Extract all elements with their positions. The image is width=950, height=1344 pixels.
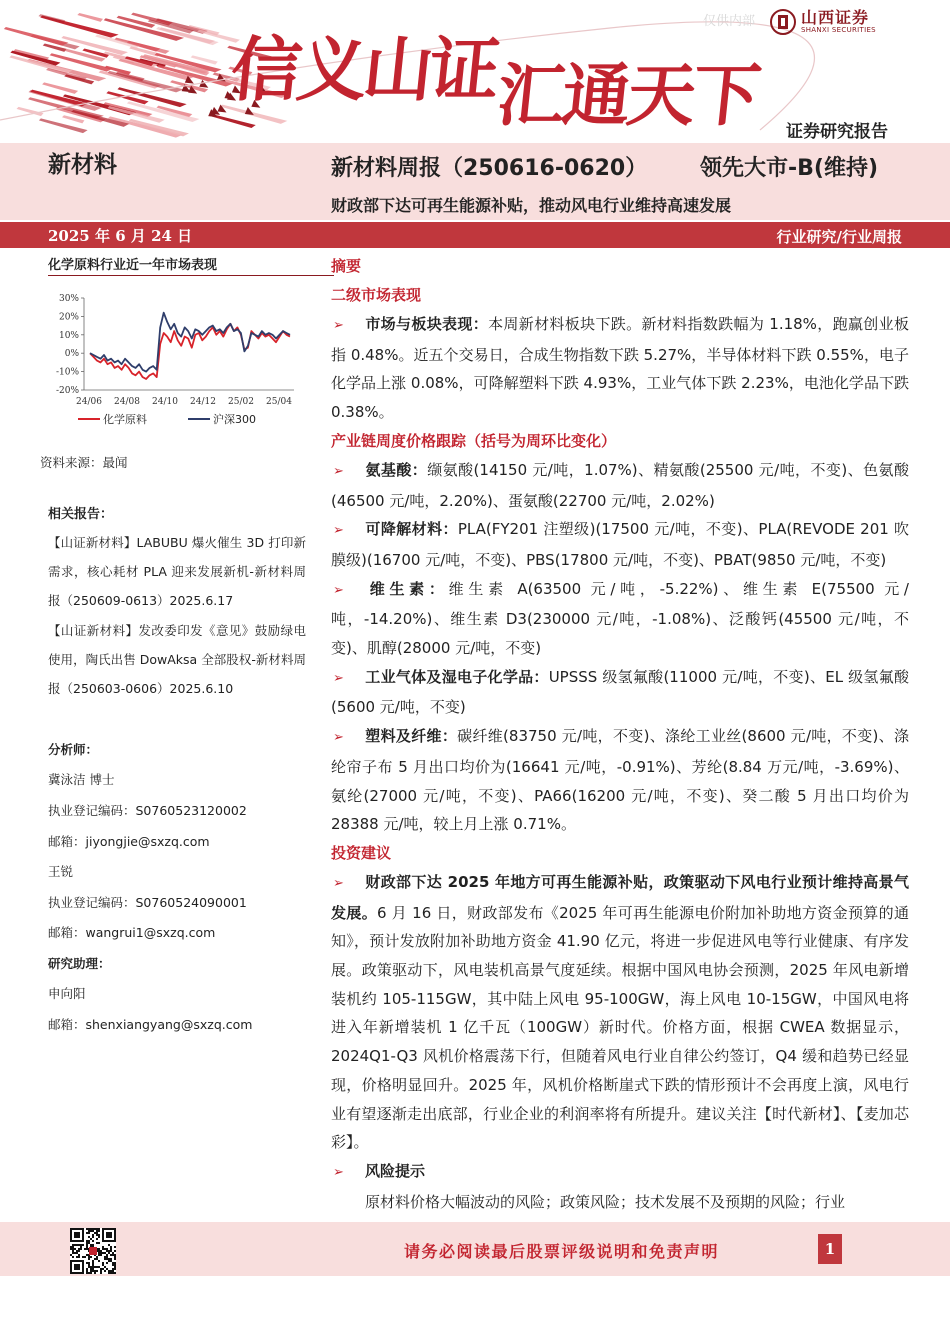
price-item-plastic [331, 722, 909, 839]
logo-en: SHANXI SECURITIES [801, 26, 876, 34]
price-item-lead: 维生素： [365, 579, 449, 598]
banner [0, 0, 950, 143]
slogan-2: 汇通天下 [493, 56, 762, 136]
price-item-gas [331, 663, 909, 722]
banner-streak [4, 27, 68, 46]
invest-paragraph [331, 868, 909, 1157]
related-report-1[interactable]: 【山证新材料】LABUBU 爆火催生 3D 打印新需求，核心耗材 PLA 迎来发展新机-新材料周报（250609-0613）2025.6.17 [48, 535, 306, 608]
banner-streak [42, 82, 78, 93]
price-heading: 产业链周度价格跟踪（括号为周环比变化） [331, 431, 617, 450]
y-tick-label: -20% [55, 386, 79, 396]
market-heading: 二级市场表现 [331, 286, 422, 304]
price-item-lead: 塑料及纤维： [365, 727, 458, 746]
invest-body: 6 月 16 日，财政部发布《2025 年可再生能源电价附加补助地方资金预算的通知》，预计发放附加补助地方资金 41.90 亿元，将进一步促进风电等行业健康、有序发展。政策驱动下，风电装机高景气度延续。根据中国风电协会预测，2025 年风电新增装机约 105-115GW，其中陆上风电 95-100GW，海上风电 10-15GW，中国风电将进入年新增装机 1 亿千瓦（100GW）新时代。价格方面，根据 CWEA 数据显示，2024Q1-Q3 风机价格震荡下行，但随着风电行业自律公约签订，Q4 缓和趋势已经显现，价格明显回升。2025 年，风机价格断崖式下跌的情形预计不会再度上演，风电行业有望逐渐走出底部，行业企业的利润率将有所提升。建议关注【时代新材】、【麦加芯彩】。 [331, 903, 909, 1152]
report-type: 证券研究报告 [786, 122, 888, 142]
page-number: 1 [818, 1234, 842, 1264]
banner-streak [104, 18, 184, 41]
chart-source: 资料来源：最闻 [40, 455, 128, 470]
analyst-2-reg: 执业登记编码：S0760524090001 [48, 895, 247, 910]
main-content [331, 252, 909, 1216]
y-tick-label: 30% [58, 294, 79, 304]
x-tick-label: 25/02 [228, 397, 254, 407]
market-performance-chart [48, 284, 328, 436]
y-tick-label: 0% [64, 349, 79, 360]
market-lead: 市场与板块表现： [365, 315, 489, 333]
sector-name: 新材料 [48, 152, 117, 178]
assistant-name: 申向阳 [48, 986, 86, 1001]
watermark: 仅供内部 [703, 14, 756, 29]
report-subtitle: 财政部下达可再生能源补贴，推动风电行业维持高速发展 [331, 196, 732, 215]
logo-mark-icon [770, 9, 796, 35]
arrow-bullet-icon: ➢ [333, 582, 344, 598]
disclaimer-link[interactable]: 请务必阅读最后股票评级说明和免责声明 [404, 1242, 720, 1261]
price-item-body: 碳纤维(83750 元/吨，不变)、涤纶工业丝(8600 元/吨，不变)、涤纶帘子布 5 月出口均价为(16641 元/吨，-0.91%)、芳纶(8.84 万元/吨，-3.69%)、氨纶(27000 元/吨，不变)、PA66(16200 元/吨，不变)、癸二酸 5 月出口均价为 28388 元/吨，较上月上涨 0.71%。 [331, 727, 909, 834]
market-body: 本周新材料板块下跌。新材料指数跌幅为 1.18%，跑赢创业板指 0.48%。近五个交易日，合成生物指数下跌 5.27%，半导体材料下跌 0.55%，电子化学品上涨 0.08%，可降解塑料下跌 4.93%，工业气体下跌 2.23%，电池化学品下跌 0.38%。 [331, 315, 909, 422]
slogan-1: 信义山证 [227, 28, 500, 111]
arrow-bullet-icon: ➢ [333, 875, 344, 891]
arrow-bullet-icon: ➢ [333, 1164, 344, 1180]
arrow-bullet-icon: ➢ [333, 670, 344, 686]
x-tick-label: 24/10 [152, 397, 178, 407]
banner-streak [108, 116, 183, 137]
risk-heading-line [331, 1157, 909, 1188]
price-item-amino-acid [331, 456, 909, 515]
chart-title: 化学原料行业近一年市场表现 [48, 254, 334, 276]
market-paragraph [331, 310, 909, 427]
price-item-lead: 氨基酸： [365, 460, 428, 479]
analyst-1-email[interactable]: 邮箱：jiyongjie@sxzq.com [48, 834, 210, 849]
banner-streak [17, 107, 44, 116]
price-item-body: UPSSS 级氢氟酸(11000 元/吨，不变)、EL 级氢氟酸(5600 元/吨，不变) [331, 667, 909, 717]
qr-code-icon[interactable] [70, 1228, 116, 1274]
y-tick-label: -10% [55, 367, 79, 378]
series-line-1 [90, 324, 290, 379]
legend-label: 沪深300 [213, 413, 256, 426]
report-title: 新材料周报（250616-0620） [331, 156, 648, 181]
arrow-bullet-icon: ➢ [333, 523, 344, 539]
arrow-bullet-icon: ➢ [333, 730, 344, 746]
x-tick-label: 24/12 [190, 397, 216, 407]
assistant-email[interactable]: 邮箱：shenxiangyang@sxzq.com [48, 1017, 253, 1032]
banner-streak [211, 114, 256, 128]
banner-streak [77, 13, 103, 22]
report-category: 行业研究/行业周报 [776, 228, 902, 246]
analyst-2-email[interactable]: 邮箱：wangrui1@sxzq.com [48, 925, 216, 940]
arrow-bullet-icon: ➢ [333, 463, 344, 479]
x-tick-label: 24/06 [76, 397, 102, 407]
analyst-2-name: 王锐 [48, 864, 74, 879]
invest-heading: 投资建议 [331, 843, 392, 862]
x-tick-label: 24/08 [114, 397, 140, 407]
y-tick-label: 20% [58, 312, 79, 323]
banner-streak [38, 14, 65, 23]
assistant-heading: 研究助理： [48, 956, 111, 971]
risk-body: 原材料价格大幅波动的风险；政策风险；技术发展不及预期的风险；行业 [365, 1192, 846, 1211]
arrow-bullet-icon: ➢ [333, 318, 344, 333]
legend-label: 化学原料 [103, 413, 147, 426]
logo-cn: 山西证券 [801, 8, 870, 27]
price-item-body: PLA(FY201 注塑级)(17500 元/吨，不变)、PLA(REVODE 201 吹膜级)(16700 元/吨，不变)、PBS(17800 元/吨，不变)、PBAT(9850 元/吨，不变) [331, 520, 909, 569]
company-logo [770, 9, 876, 35]
price-item-body: 缬氨酸(14150 元/吨，1.07%)、精氨酸(25500 元/吨，不变)、色氨酸(46500 元/吨，2.20%)、蛋氨酸(22700 元/吨，2.02%) [331, 460, 909, 510]
analyst-1-name: 冀泳洁 博士 [48, 772, 115, 787]
risk-lead: 风险提示 [365, 1161, 426, 1180]
analyst-heading: 分析师： [48, 742, 99, 757]
price-item-lead: 工业气体及湿电子化学品： [365, 667, 549, 686]
price-item-body: 维生素 A(63500 元/吨，-5.22%)、维生素 E(75500 元/吨，-14.20%)、维生素 D3(230000 元/吨，-1.08%)、泛酸钙(45500 元/吨，不变)、肌醇(28000 元/吨，不变) [331, 579, 909, 658]
rating: 领先大市-B(维持) [700, 156, 879, 181]
report-date: 2025 年 6 月 24 日 [48, 227, 193, 245]
price-item-vitamin [331, 575, 909, 663]
related-report-2[interactable]: 【山证新材料】发改委印发《意见》鼓励绿电使用，陶氏出售 DowAksa 全部股权-新材料周报（250603-0606）2025.6.10 [48, 623, 306, 696]
summary-heading: 摘要 [331, 257, 362, 275]
price-item-lead: 可降解材料： [365, 520, 458, 539]
price-item-degradable [331, 515, 909, 574]
related-reports-heading: 相关报告： [48, 507, 114, 522]
analyst-1-reg: 执业登记编码：S0760523120002 [48, 803, 247, 818]
x-tick-label: 25/04 [266, 397, 292, 407]
invest-lead: 财政部下达 2025 年地方可再生能源补贴，政策驱动下风电行业预计维持高景气发展。 [331, 872, 909, 922]
y-tick-label: 10% [58, 330, 79, 341]
